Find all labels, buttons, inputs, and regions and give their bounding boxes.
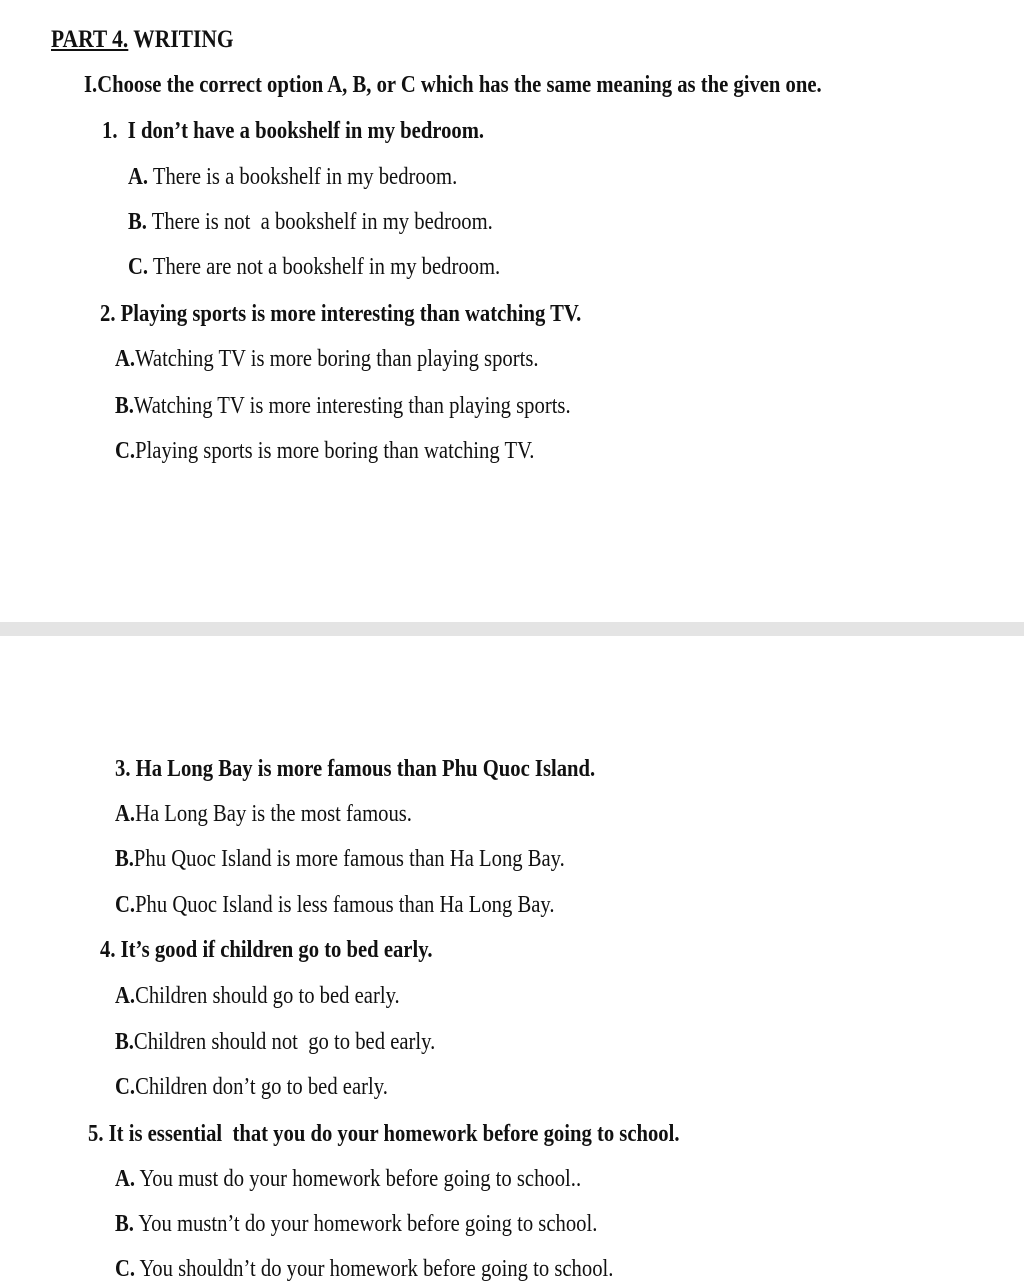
option-1c: [128, 253, 500, 281]
option-text: There is a bookshelf in my bedroom.: [152, 164, 458, 190]
option-4c: [115, 1073, 388, 1101]
question-prompt: [88, 1120, 680, 1148]
question-prompt: [115, 755, 595, 783]
option-text: Children should not go to bed early.: [133, 1029, 436, 1055]
option-letter: A.: [115, 801, 136, 827]
option-letter: B.: [115, 1211, 134, 1237]
question-number: 2.: [100, 301, 116, 327]
option-1a: [128, 163, 457, 191]
part-title: [51, 26, 234, 54]
option-text: Children should go to bed early.: [135, 983, 400, 1009]
option-letter: B.: [115, 846, 134, 872]
option-letter: A.: [128, 164, 149, 190]
option-text: Phu Quoc Island is less famous than Ha Long Bay.: [135, 892, 555, 918]
question-prompt: [102, 117, 484, 145]
option-letter: B.: [128, 209, 147, 235]
option-letter: B.: [115, 1029, 134, 1055]
option-letter: A.: [115, 983, 136, 1009]
question-number: 4.: [100, 937, 116, 963]
question-number: 1.: [102, 118, 118, 144]
option-2a: [115, 345, 539, 373]
option-text: Phu Quoc Island is more famous than Ha Long Bay.: [133, 846, 565, 872]
option-letter: A.: [115, 346, 136, 372]
option-letter: B.: [115, 393, 134, 419]
option-letter: C.: [128, 254, 149, 280]
option-text: You mustn’t do your homework before going to school.: [138, 1211, 598, 1237]
option-1b: [128, 208, 493, 236]
option-3b: [115, 845, 565, 873]
option-text: Watching TV is more boring than playing sports.: [135, 346, 539, 372]
page-break-divider: [0, 622, 1024, 636]
section-instruction: [84, 71, 822, 99]
option-letter: C.: [115, 1256, 136, 1282]
question-text: I don’t have a bookshelf in my bedroom.: [127, 118, 485, 144]
option-5a: [115, 1165, 581, 1193]
question-text: Playing sports is more interesting than watching TV.: [120, 301, 582, 327]
option-text: There are not a bookshelf in my bedroom.: [152, 254, 501, 280]
option-text: You must do your homework before going to school..: [139, 1166, 582, 1192]
option-text: Ha Long Bay is the most famous.: [135, 801, 412, 827]
option-4a: [115, 982, 400, 1010]
question-prompt: [100, 936, 433, 964]
part-number: PART 4.: [51, 26, 129, 53]
section-label: I.: [84, 72, 98, 98]
question-text: It’s good if children go to bed early.: [120, 937, 433, 963]
option-2c: [115, 437, 534, 465]
option-text: There is not a bookshelf in my bedroom.: [151, 209, 493, 235]
option-text: You shouldn’t do your homework before going to school.: [139, 1256, 614, 1282]
section-instruction-text: Choose the correct option A, B, or C which has the same meaning as the given one.: [97, 72, 822, 98]
question-text: Ha Long Bay is more famous than Phu Quoc Island.: [135, 756, 596, 782]
option-5b: [115, 1210, 597, 1238]
option-4b: [115, 1028, 435, 1056]
question-text: It is essential that you do your homework before going to school.: [108, 1121, 680, 1147]
option-5c: [115, 1255, 613, 1283]
option-text: Playing sports is more boring than watching TV.: [135, 438, 535, 464]
part-name: WRITING: [133, 26, 234, 53]
option-letter: A.: [115, 1166, 136, 1192]
question-number: 5.: [88, 1121, 104, 1147]
option-2b: [115, 392, 571, 420]
option-letter: C.: [115, 1074, 136, 1100]
question-prompt: [100, 300, 581, 328]
option-3a: [115, 800, 412, 828]
option-letter: C.: [115, 438, 136, 464]
question-number: 3.: [115, 756, 131, 782]
option-letter: C.: [115, 892, 136, 918]
option-text: Watching TV is more interesting than playing sports.: [133, 393, 571, 419]
option-text: Children don’t go to bed early.: [135, 1074, 388, 1100]
option-3c: [115, 891, 555, 919]
